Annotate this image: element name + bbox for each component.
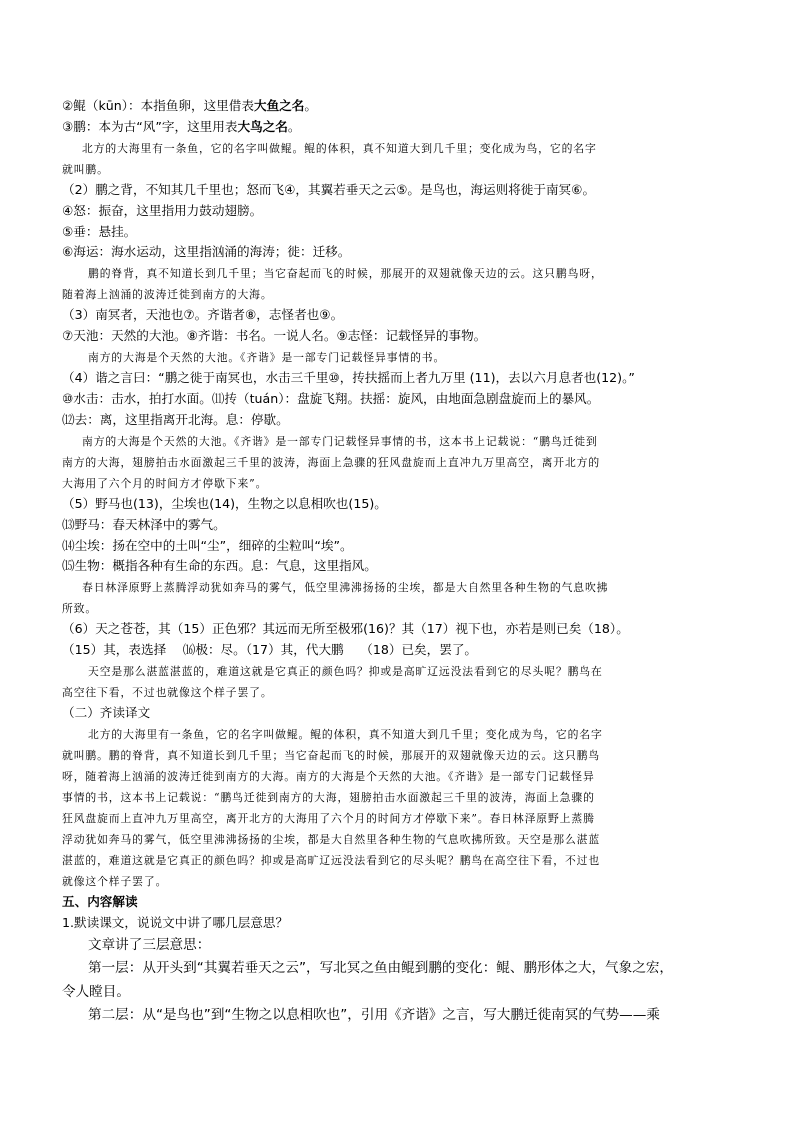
text-run: ⑦天池：天然的大池。⑧齐谐：书名。一说人名。⑨志怪：记载怪异的事物。 xyxy=(62,328,487,344)
text-run: （6）天之苍苍，其（15）正色邪？其远而无所至极邪(16)？其（17）视下也，亦若是则已矣（18）。 xyxy=(62,621,629,637)
note-line xyxy=(62,703,732,724)
note-line xyxy=(62,368,732,389)
analysis-line xyxy=(62,957,732,981)
text-run: 第二层：从“是鸟也”到“生物之以息相吹也”，引用《齐谐》之言，写大鹏迁徙南冥的气势——乘 xyxy=(88,1007,660,1024)
text-run: ⑩水击：击水，拍打水面。⑾抟（tuán）：盘旋飞翔。扶摇：旋风，由地面急剧盘旋而上的暴风。 xyxy=(62,391,600,407)
note-line xyxy=(62,305,732,326)
translation-line xyxy=(62,850,732,871)
translation-line xyxy=(62,829,732,850)
text-run: ⑤垂：悬挂。 xyxy=(62,223,137,239)
text-run: 就叫鹏。 xyxy=(62,162,109,176)
note-line xyxy=(62,117,732,138)
translation-line xyxy=(62,284,732,305)
text-run: ⒂生物：概指各种有生命的东西。息：气息，这里指风。 xyxy=(62,558,377,574)
text-run: 事情的书，这本书上记载说：“鹏鸟迁徙到南方的大海，翅膀拍击水面激起三千里的波涛，海面上急骤的 xyxy=(62,791,595,805)
text-run: 北方的大海里有一条鱼，它的名字叫做鲲。鲲的体积，真不知道大到几千里；变化成为鸟，它的名字 xyxy=(82,141,597,155)
text-run: 狂风盘旋而上直冲九万里高空，离开北方的大海用了六个月的时间方才停歇下来”。春日林泽原野上蒸腾 xyxy=(62,812,595,826)
translation-line xyxy=(62,808,732,829)
text-run: 就像这个样子罢了。 xyxy=(62,875,168,889)
text-run: （3）南冥者，天池也⑦。齐谐者⑧，志怪者也⑨。 xyxy=(62,307,344,323)
translation-line xyxy=(62,661,732,682)
text-run: 南方的大海，翅膀拍击水面激起三千里的波涛，海面上急骤的狂风盘旋而上直冲九万里高空，离开北方的 xyxy=(62,455,601,469)
text-run: （二）齐读译文 xyxy=(62,705,151,721)
text-run: ⒀野马：春天林泽中的雾气。 xyxy=(62,516,226,532)
text-run: 所致。 xyxy=(62,602,98,616)
translation-line xyxy=(62,431,732,452)
translation-line xyxy=(62,682,732,703)
note-line xyxy=(62,619,732,640)
note-line xyxy=(62,222,732,243)
note-line xyxy=(62,515,732,536)
translation-line xyxy=(62,577,732,598)
analysis-line xyxy=(62,1004,732,1028)
text-run: 1.默读课文，说说文中讲了哪几层意思？ xyxy=(62,914,289,930)
note-line xyxy=(62,556,732,577)
text-run: 随着海上汹涌的波涛迁徙到南方的大海。 xyxy=(62,288,273,302)
text-run: 高空往下看，不过也就像这个样子罢了。 xyxy=(62,686,273,700)
text-run: 湛蓝的，难道这就是它真正的颜色吗？抑或是高旷辽远没法看到它的尽头呢？鹏鸟在高空往下看，不过也 xyxy=(62,854,601,868)
note-line xyxy=(62,242,732,263)
bold-term: 大鱼之名 xyxy=(253,98,305,113)
text-run: 浮动犹如奔马的雾气，低空里沸沸扬扬的尘埃，都是大自然里各种生物的气息吹拂所致。天空是那么湛蓝 xyxy=(62,833,601,847)
translation-line xyxy=(62,159,732,180)
text-run: 就叫鹏。鹏的脊背，真不知道长到几千里；当它奋起而飞的时候，那展开的双翅就像天边的云。这只鹏鸟 xyxy=(62,749,601,763)
text-run: ②鲲（kūn）：本指鱼卵，这里借表 xyxy=(62,98,254,113)
text-run: ⑿去：离，这里指离开北海。息：停歇。 xyxy=(62,411,289,427)
text-run: 。 xyxy=(287,118,301,134)
note-line xyxy=(62,536,732,557)
text-run: ③鹏：本为古“风”字，这里用表 xyxy=(62,118,238,134)
text-run: 第一层：从开头到“其翼若垂天之云”，写北冥之鱼由鲲到鹏的变化：鲲、鹏形体之大，气象之宏， xyxy=(88,960,674,977)
translation-line xyxy=(62,473,732,494)
text-run: 南方的大海是个天然的大池。《齐谐》是一部专门记载怪异事情的书，这本书上记载说：“鹏鸟迁徙到 xyxy=(82,434,598,448)
analysis-line xyxy=(62,981,732,1005)
text-run: 南方的大海是个天然的大池。《齐谐》是一部专门记载怪异事情的书。 xyxy=(88,351,446,365)
translation-line xyxy=(62,598,732,619)
text-run: 春日林泽原野上蒸腾浮动犹如奔马的雾气，低空里沸沸扬扬的尘埃，都是大自然里各种生物的气息吹拂 xyxy=(82,581,609,595)
text-run: 天空是那么湛蓝湛蓝的，难道这就是它真正的颜色吗？抑或是高旷辽远没法看到它的尽头呢？鹏鸟在 xyxy=(88,665,603,679)
text-run: 令人瞠目。 xyxy=(62,983,130,1000)
bold-term: 大鸟之名 xyxy=(237,118,288,134)
text-run: ⒁尘埃：扬在空中的土叫“尘”，细碎的尘粒叫“埃”。 xyxy=(62,537,353,553)
text-run: 五、内容解读 xyxy=(62,894,138,910)
note-line xyxy=(62,389,732,410)
translation-line xyxy=(62,766,732,787)
translation-line xyxy=(62,745,732,766)
text-run: 鹏的脊背，真不知道长到几千里；当它奋起而飞的时候，那展开的双翅就像天边的云。这只鹏鸟呀， xyxy=(88,267,603,281)
text-run: 大海用了六个月的时间方才停歇下来”。 xyxy=(62,476,268,490)
section-heading xyxy=(62,892,732,913)
note-line xyxy=(62,410,732,431)
translation-line xyxy=(62,452,732,473)
translation-line xyxy=(62,724,732,745)
document-body xyxy=(62,96,732,1028)
text-run: ④怒：振奋，这里指用力鼓动翅膀。 xyxy=(62,202,263,218)
text-run: （4）谐之言曰：“鹏之徙于南冥也，水击三千里⑩，抟扶摇而上者九万里 (11)，去以六月息者也(12)。” xyxy=(62,370,635,386)
text-run: （15）其，表选择 ⒃极：尽。（17）其，代大鹏 （18）已矣，罢了。 xyxy=(62,642,478,658)
note-line xyxy=(62,201,732,222)
text-run: （5）野马也(13)，尘埃也(14)，生物之以息相吹也(15)。 xyxy=(62,495,387,511)
translation-line xyxy=(62,263,732,284)
note-line xyxy=(62,640,732,661)
translation-line xyxy=(62,138,732,159)
note-line xyxy=(62,913,732,934)
translation-line xyxy=(62,871,732,892)
translation-line xyxy=(62,347,732,368)
note-line xyxy=(62,326,732,347)
note-line xyxy=(62,96,732,117)
analysis-line xyxy=(62,934,732,958)
text-run: 呀，随着海上汹涌的波涛迁徙到南方的大海。南方的大海是个天然的大池。《齐谐》是一部专门记载怪异 xyxy=(62,770,595,784)
translation-line xyxy=(62,787,732,808)
text-run: ⑥海运：海水运动，这里指汹涌的海涛；徙：迁移。 xyxy=(62,244,351,260)
note-line xyxy=(62,494,732,515)
text-run: 。 xyxy=(304,98,317,113)
text-run: （2）鹏之背，不知其几千里也；怒而飞④，其翼若垂天之云⑤。是鸟也，海运则将徙于南冥⑥。 xyxy=(62,181,596,197)
text-run: 北方的大海里有一条鱼，它的名字叫做鲲。鲲的体积，真不知道大到几千里；变化成为鸟，它的名字 xyxy=(88,728,603,742)
note-line xyxy=(62,180,732,201)
text-run: 文章讲了三层意思： xyxy=(88,936,211,953)
